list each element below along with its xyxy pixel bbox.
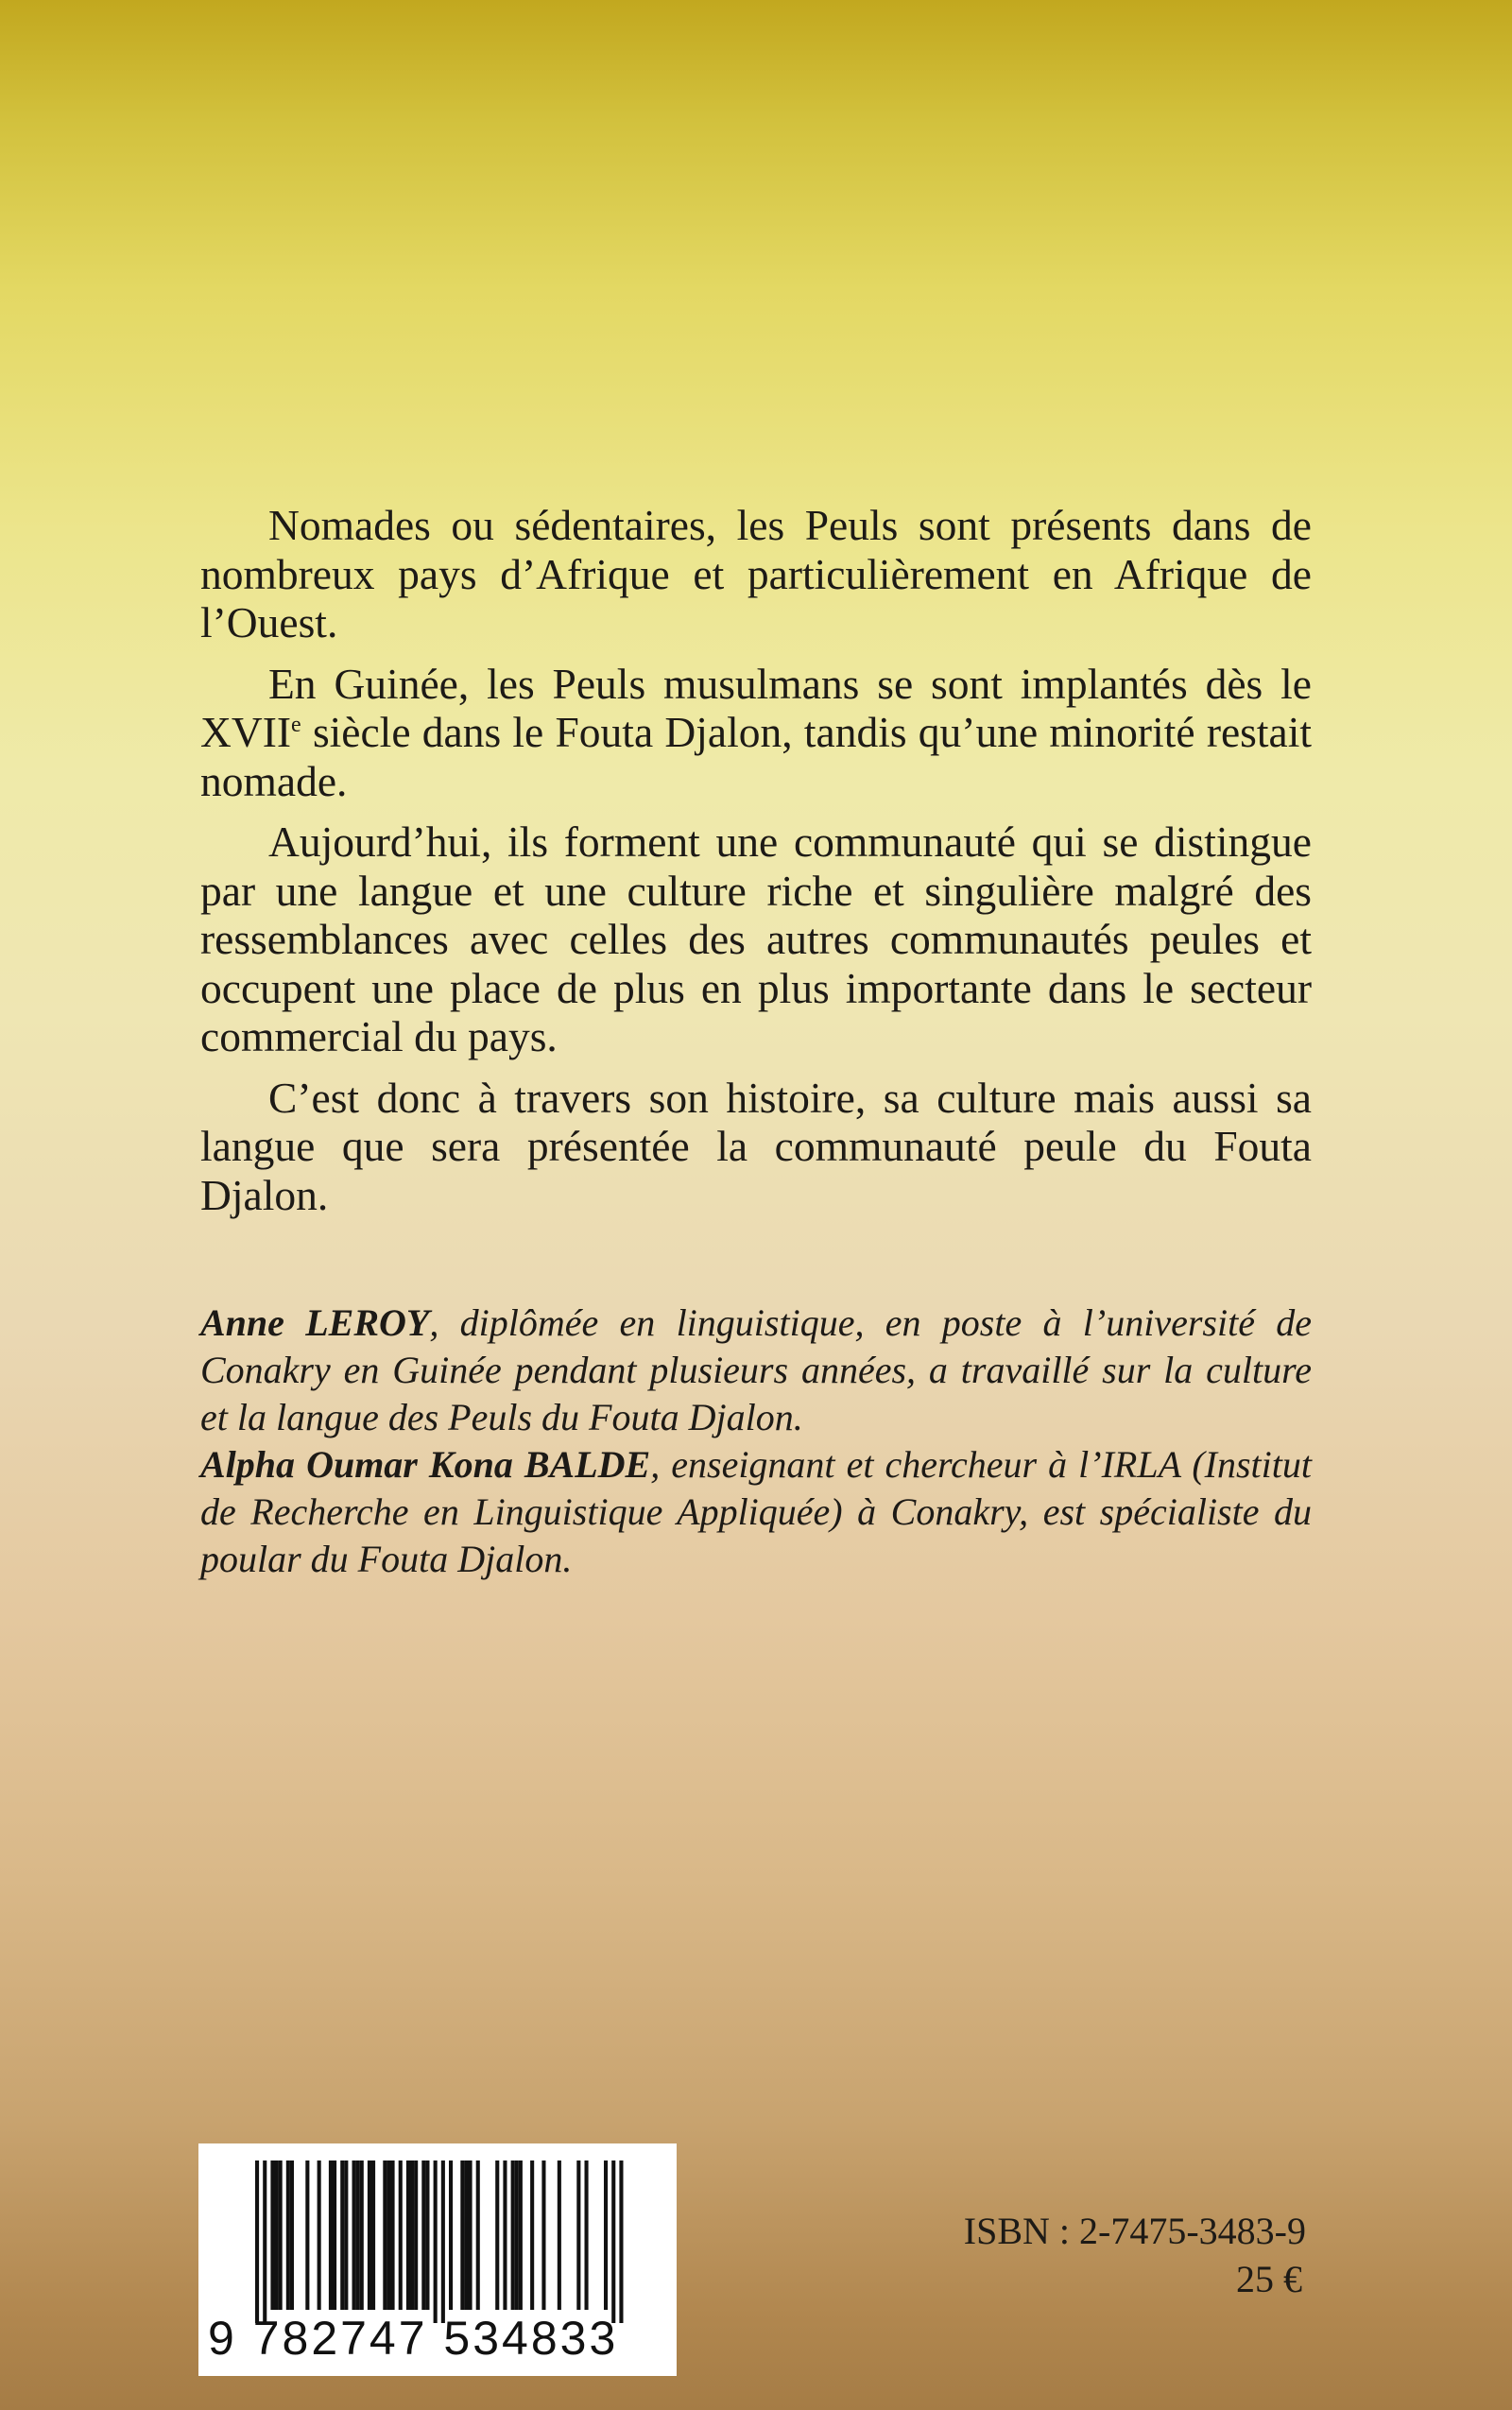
- barcode-bar: [368, 2160, 371, 2310]
- century-superscript: e: [291, 712, 301, 737]
- isbn-label: ISBN : 2-7475-3483-9: [963, 2210, 1306, 2252]
- barcode-bar: [270, 2160, 274, 2310]
- author-description-1: , diplômée en linguistique, en poste à l’université de Conakry en Guinée pendant plusieurs années, a travaillé sur la culture et la langue des Peuls du Fouta Djalon.: [200, 1301, 1312, 1438]
- barcode-bar: [604, 2160, 608, 2310]
- barcode-bar: [541, 2160, 545, 2310]
- barcode-bar: [383, 2160, 387, 2310]
- barcode-bar: [476, 2160, 480, 2310]
- blurb-paragraph-1: Nomades ou sédentaires, les Peuls sont présents dans de nombreux pays d’Afrique et particulièrement en Afrique de l’Ouest.: [200, 501, 1312, 646]
- barcode-bar: [611, 2160, 615, 2323]
- barcode-bar: [410, 2160, 414, 2310]
- barcode-bar: [519, 2160, 523, 2310]
- barcode-bar: [511, 2160, 515, 2310]
- barcode-bar: [387, 2160, 390, 2310]
- barcode-bar: [464, 2160, 468, 2310]
- blurb-paragraph-2-start: En Guinée, les Peuls musulmans se sont implantés dès le XVII: [200, 659, 1312, 756]
- barcode-bar: [318, 2160, 321, 2310]
- barcode-bar: [495, 2160, 499, 2310]
- barcode-bar: [421, 2160, 425, 2310]
- barcode-bar: [399, 2160, 403, 2310]
- author-bios: [200, 1300, 1312, 1583]
- barcode-bar: [576, 2160, 580, 2310]
- barcode-bar: [503, 2160, 507, 2310]
- author-name-1: Anne LEROY: [200, 1301, 430, 1344]
- back-cover-blurb: [200, 501, 1312, 1219]
- barcode-bar: [275, 2160, 279, 2310]
- barcode-bar: [619, 2160, 623, 2323]
- barcode-bar: [329, 2160, 333, 2310]
- barcode-bar: [585, 2160, 589, 2310]
- blurb-paragraph-2: [200, 660, 1312, 806]
- author-description-2: , enseignant et chercheur à l’IRLA (Institut de Recherche en Linguistique Appliquée) à Conakry, est spécialiste du poular du Fouta Djalon.: [200, 1443, 1313, 1580]
- barcode-bar: [406, 2160, 410, 2310]
- barcode-bar: [286, 2160, 290, 2310]
- barcode-bar: [441, 2160, 445, 2323]
- barcode-bar: [333, 2160, 336, 2310]
- barcode-bar: [391, 2160, 395, 2310]
- author-bio-1: [200, 1300, 1312, 1441]
- blurb-paragraph-3: Aujourd’hui, ils forment une communauté qui se distingue par une langue et une culture riche et singulière malgré des ressemblances avec celles des autres communautés peules et occupent une place de plus en plus importante dans le secteur commercial du pays.: [200, 818, 1312, 1060]
- barcode-bar: [255, 2160, 259, 2323]
- barcode-bar: [305, 2160, 309, 2310]
- author-bio-2: [200, 1441, 1312, 1583]
- barcode-bar: [371, 2160, 375, 2310]
- author-name-2: Alpha Oumar Kona BALDE: [200, 1443, 651, 1486]
- barcode-bar: [290, 2160, 294, 2310]
- barcode-bar: [469, 2160, 472, 2310]
- blurb-paragraph-4: C’est donc à travers son histoire, sa culture mais aussi sa langue que sera présentée la communauté peule du Fouta Djalon.: [200, 1073, 1312, 1219]
- barcode-bar: [515, 2160, 519, 2310]
- barcode-bar: [530, 2160, 534, 2310]
- blurb-paragraph-2-end: siècle dans le Fouta Djalon, tandis qu’une minorité restait nomade.: [200, 708, 1312, 805]
- barcode-bar: [434, 2160, 438, 2323]
- barcode-bar: [279, 2160, 283, 2310]
- barcode-bar: [414, 2160, 418, 2310]
- barcode-bar: [460, 2160, 464, 2310]
- barcode-bar: [340, 2160, 344, 2310]
- barcode: [198, 2143, 677, 2376]
- barcode-bar: [263, 2160, 266, 2323]
- barcode-bar: [558, 2160, 561, 2310]
- price-label: 25 €: [1236, 2258, 1302, 2300]
- barcode-digits: 9 782747 534833: [208, 2312, 619, 2365]
- barcode-bar: [356, 2160, 360, 2310]
- barcode-bar: [360, 2160, 364, 2310]
- barcode-bar: [425, 2160, 429, 2310]
- barcode-bar: [352, 2160, 356, 2310]
- barcode-bar: [344, 2160, 348, 2310]
- barcode-bar: [449, 2160, 453, 2310]
